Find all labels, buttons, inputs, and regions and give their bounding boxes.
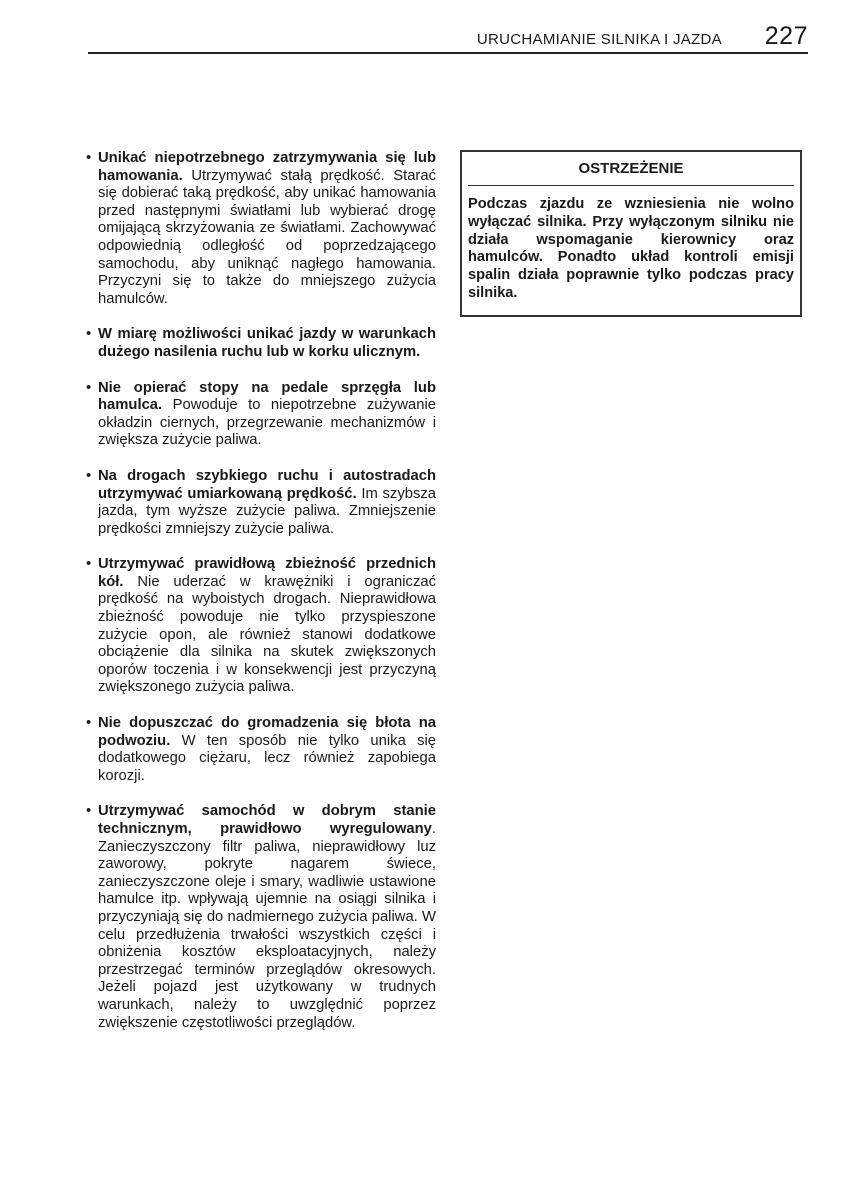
list-item bbox=[86, 326, 436, 361]
page-header bbox=[88, 22, 808, 54]
bullet-icon: • bbox=[86, 803, 92, 820]
section-title: URUCHAMIANIE SILNIKA I JAZDA bbox=[476, 31, 722, 48]
bullet-icon: • bbox=[86, 556, 92, 573]
bullet-icon: • bbox=[86, 467, 92, 484]
list-item bbox=[86, 150, 436, 308]
item-text: Powoduje to niepotrzebne zużywanie okładzin ciernych, przegrzewanie mechanizmów i zwiększa zużycie paliwa. bbox=[98, 397, 436, 449]
item-heading: Utrzymywać prawidłową zbieżność przednich kół. bbox=[98, 556, 436, 590]
item-heading: Na drogach szybkiego ruchu i autostradach utrzymywać umiarkowaną prędkość. bbox=[98, 467, 436, 502]
bullet-icon: • bbox=[86, 150, 92, 166]
item-text: Im szybsza jazda, tym wyższe zużycie paliwa. Zmniejszenie prędkości zmniejszy zużycie paliwa. bbox=[98, 485, 436, 537]
bullet-icon: • bbox=[86, 326, 92, 343]
item-text: . Zanieczyszczony filtr paliwa, nieprawidłowy luz zaworowy, pokryte nagarem świece, zanieczyszczone oleje i smary, wadliwie ustawione hamulce itp. wpływają ujemnie na osiągi silnika i przyczyniają się do nadmiernego zużycia paliwa. W celu przedłużenia trwałości wszystkich części i obniżenia kosztów eksploatacyjnych, należy przestrzegać terminów przeglądów okresowych. Jeżeli pojazd jest użytkowany w trudnych warunkach, należy to uwzględnić poprzez zwiększenie częstotliwości przeglądów. bbox=[98, 821, 436, 1031]
item-text: Utrzymywać stałą prędkość. Starać się dobierać taką prędkość, aby unikać hamowania przed następnymi światłami lub wybierać drogę omijającą skrzyżowania ze światłami. Zachowywać odpowiednią odległość od poprzedzającego samochodu, aby uniknąć nagłego hamowania. Przyczyni się to także do mniejszego zużycia hamulców. bbox=[98, 167, 436, 307]
item-text: Nie uderzać w krawężniki i ograniczać prędkość na wyboistych drogach. Nieprawidłowa zbieżność powoduje nie tylko przyspieszone zużycie opon, ale również stanowi dodatkowe obciążenie dla silnika na skutek zwiększonych oporów toczenia i w konsekwencji jest przyczyną zwiększonego zużycia paliwa. bbox=[98, 573, 436, 696]
item-heading: Nie dopuszczać do gromadzenia się błota na podwoziu. bbox=[98, 715, 436, 749]
list-item bbox=[86, 380, 436, 450]
item-heading: Unikać niepotrzebnego zatrzymywania się lub hamowania. bbox=[98, 150, 436, 184]
list-item bbox=[86, 468, 436, 538]
item-heading: Nie opierać stopy na pedale sprzęgła lub hamulca. bbox=[98, 379, 436, 414]
warning-box bbox=[460, 150, 802, 317]
bullet-icon: • bbox=[86, 715, 92, 732]
page-number: 227 bbox=[764, 22, 808, 50]
bullet-icon: • bbox=[86, 379, 92, 396]
list-item bbox=[86, 803, 436, 1032]
warning-text: Podczas zjazdu ze wzniesienia nie wolno wyłączać silnika. Przy wyłączonym silniku nie działa wspomaganie kierownicy oraz hamulców. Ponadto układ kontroli emisji spalin działa poprawnie tylko podczas pracy silnika. bbox=[468, 196, 794, 301]
item-heading: Utrzymywać samochód w dobrym stanie technicznym, prawidłowo wyregulowany bbox=[98, 803, 436, 837]
fuel-economy-tips-list bbox=[86, 150, 436, 1050]
list-item bbox=[86, 715, 436, 785]
warning-title: OSTRZEŻENIE bbox=[468, 160, 794, 186]
item-text: W ten sposób nie tylko unika się dodatkowego ciężaru, lecz również zapobiega korozji. bbox=[98, 732, 436, 784]
list-item bbox=[86, 556, 436, 697]
item-heading: W miarę możliwości unikać jazdy w warunkach dużego nasilenia ruchu lub w korku ulicznym. bbox=[98, 326, 436, 360]
